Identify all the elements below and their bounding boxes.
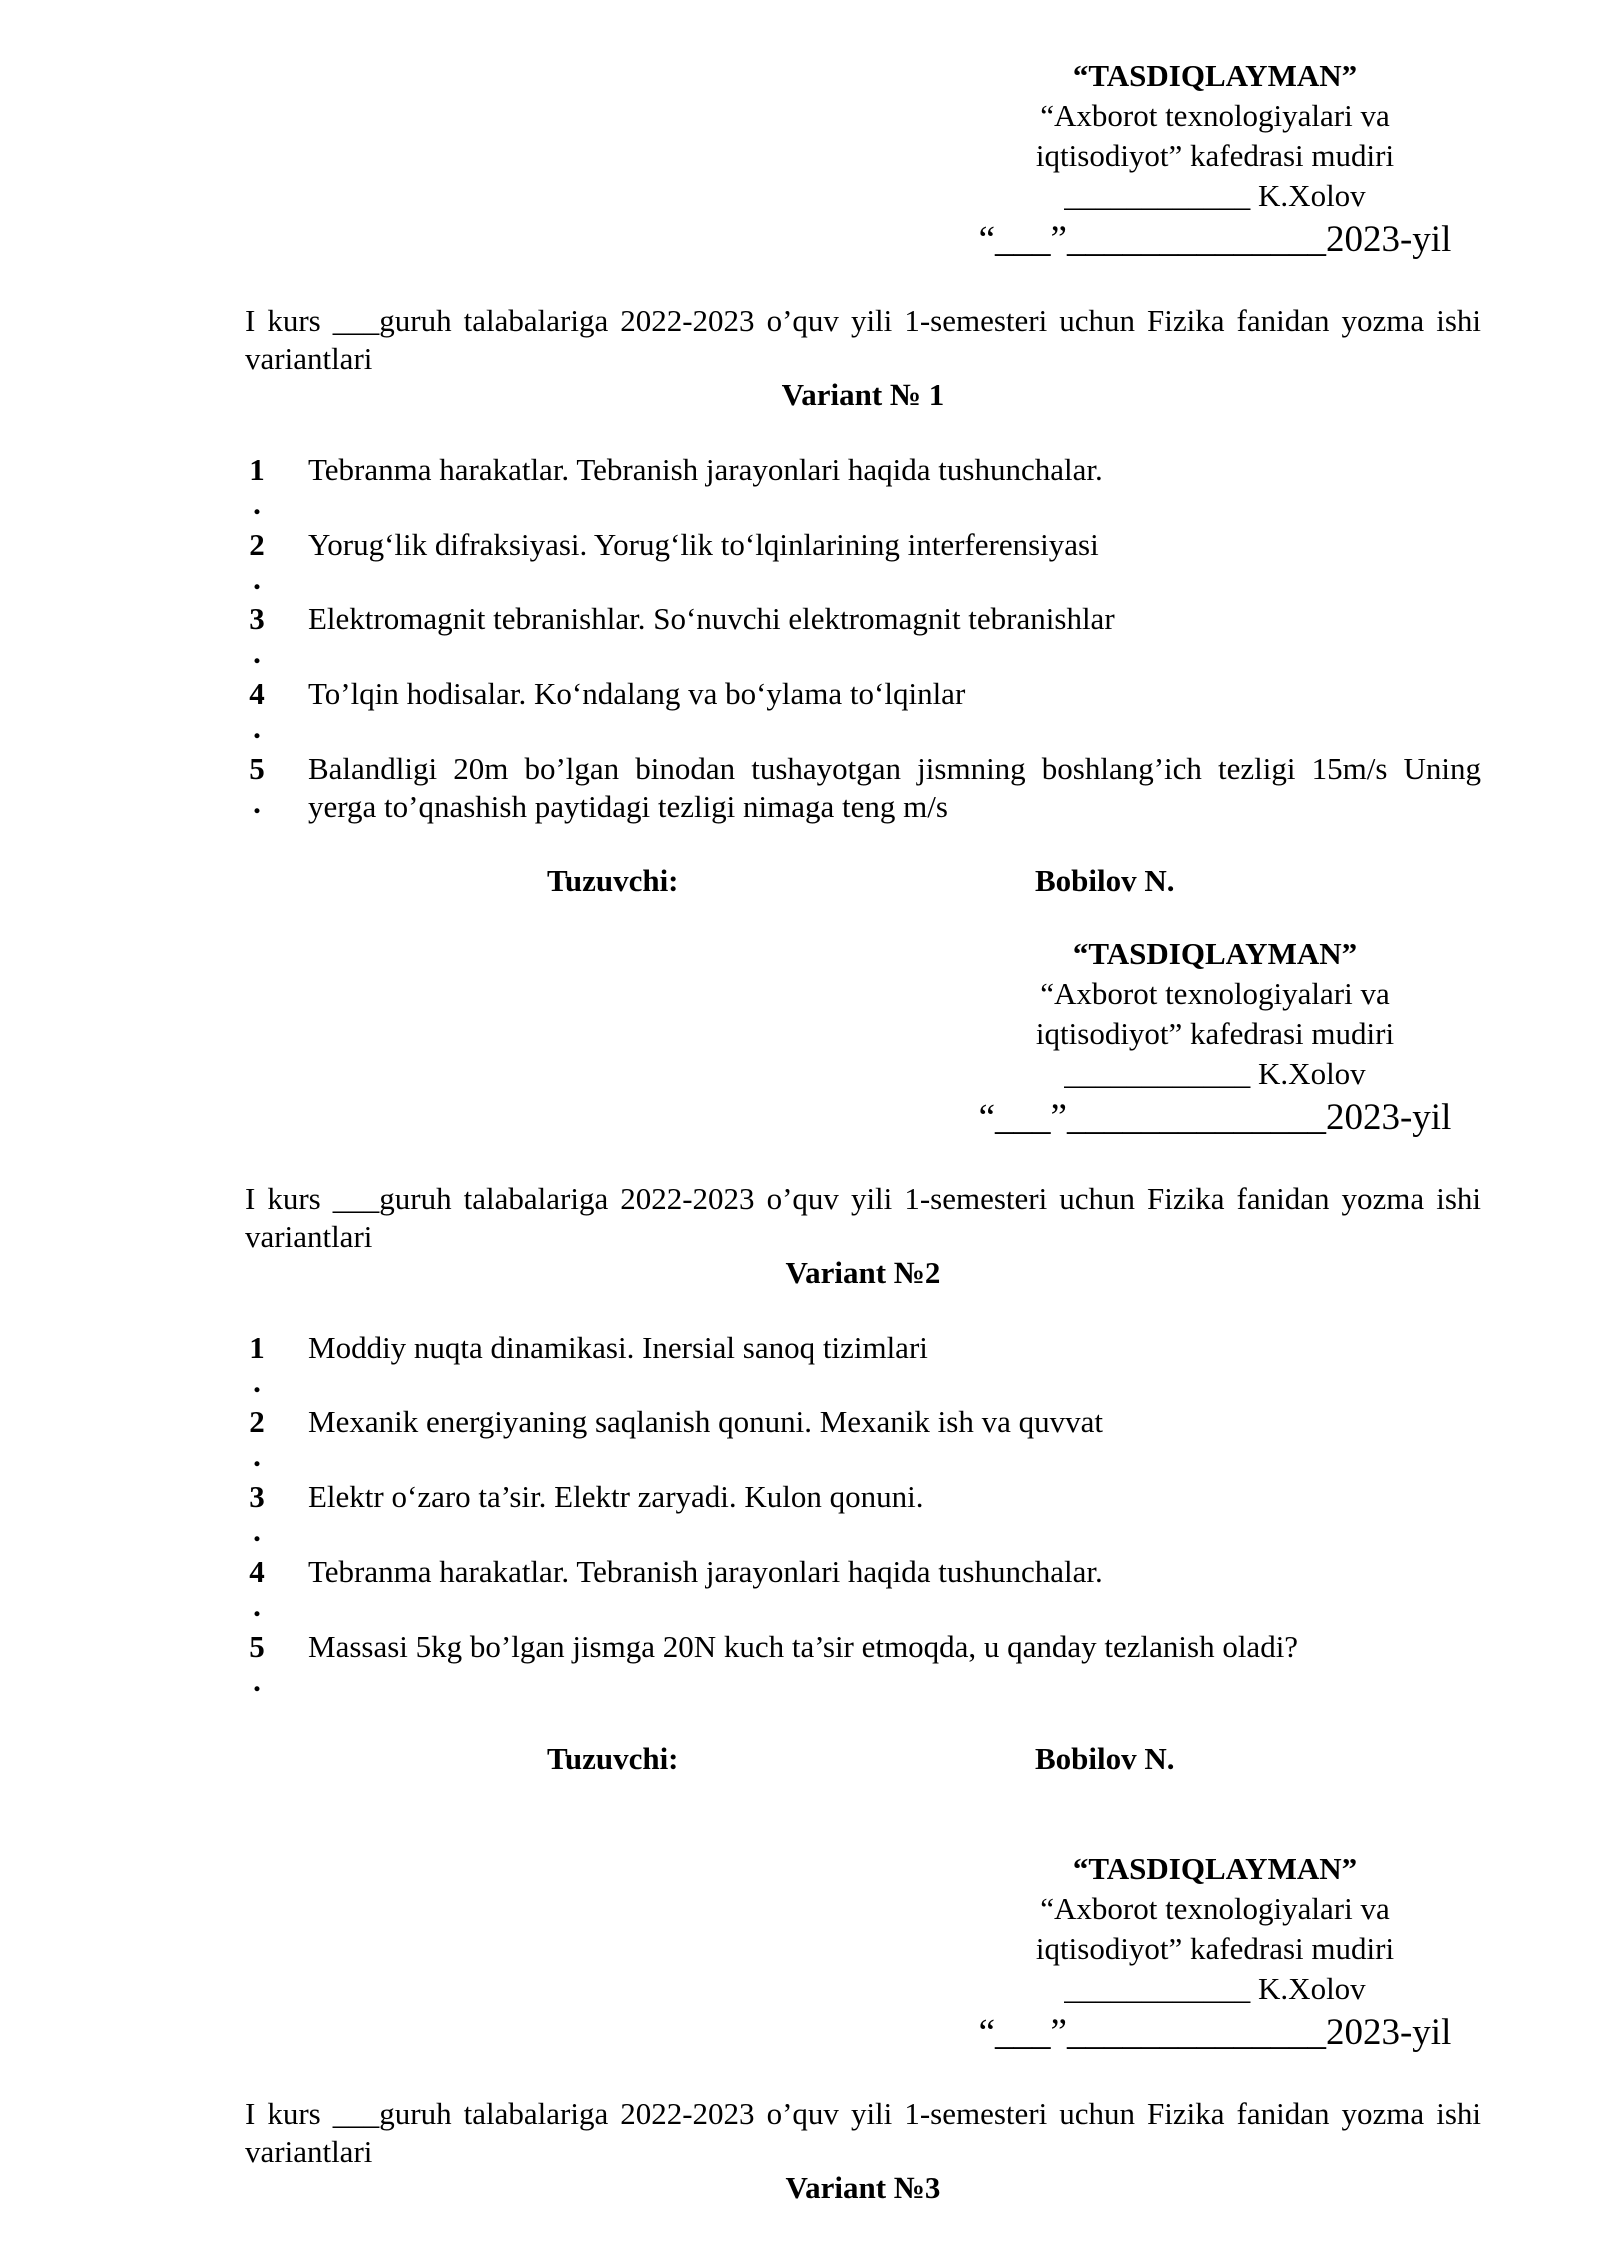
- question-item: [245, 1628, 1481, 1702]
- author-name: Bobilov N.: [1035, 1741, 1175, 1776]
- question-number: 3: [249, 601, 265, 636]
- stamp-department-line-1: “Axborot texnologiyalari va: [1040, 1891, 1390, 1926]
- question-item: [245, 1553, 1481, 1627]
- intro-paragraph-2: I kurs ___guruh talabalariga 2022-2023 o’quv yili 1-semesteri uchun Fizika fanidan yozma ishi variantlari: [245, 1181, 1481, 1254]
- question-item: [245, 1329, 1481, 1403]
- question-text: Elektromagnit tebranishlar. So‘nuvchi elektromagnit tebranishlar: [308, 601, 1115, 636]
- question-number-dot: .: [253, 635, 261, 670]
- variant-title-2: Variant №2: [785, 1255, 941, 1290]
- stamp-department-line-2: iqtisodiyot” kafedrasi mudiri: [1035, 138, 1395, 173]
- question-item: [245, 526, 1481, 600]
- stamp-department-line-1: “Axborot texnologiyalari va: [1040, 98, 1390, 133]
- stamp-title: “TASDIQLAYMAN”: [1072, 58, 1358, 93]
- intro-paragraph-3: I kurs ___guruh talabalariga 2022-2023 o’quv yili 1-semesteri uchun Fizika fanidan yozma ishi variantlari: [245, 2096, 1481, 2169]
- author-label: Tuzuvchi:: [547, 863, 679, 898]
- question-number: 2: [249, 1404, 265, 1439]
- question-number: 2: [249, 527, 265, 562]
- approval-stamp-1: [930, 56, 1500, 262]
- approval-stamp-2: [930, 934, 1500, 1140]
- question-number-dot: .: [253, 1588, 261, 1623]
- question-text: Mexanik energiyaning saqlanish qonuni. Mexanik ish va quvvat: [308, 1404, 1103, 1439]
- question-text: Tebranma harakatlar. Tebranish jarayonlari haqida tushunchalar.: [308, 452, 1103, 487]
- question-item: [245, 600, 1481, 674]
- question-item: [245, 1478, 1481, 1552]
- question-number-dot: .: [253, 1364, 261, 1399]
- question-text: Tebranma harakatlar. Tebranish jarayonlari haqida tushunchalar.: [308, 1554, 1103, 1589]
- intro-paragraph-1: I kurs ___guruh talabalariga 2022-2023 o’quv yili 1-semesteri uchun Fizika fanidan yozma ishi variantlari: [245, 303, 1481, 376]
- question-number: 5: [249, 1629, 265, 1664]
- question-number: 4: [249, 1554, 265, 1589]
- question-item: [245, 1403, 1481, 1477]
- question-number: 1: [249, 1330, 265, 1365]
- stamp-signature-line: ____________ K.Xolov: [1064, 1971, 1366, 2006]
- author-label: Tuzuvchi:: [547, 1741, 679, 1776]
- stamp-date-line: “___”______________2023-yil: [978, 219, 1452, 260]
- question-number-dot: .: [253, 486, 261, 521]
- question-text: Massasi 5kg bo’lgan jismga 20N kuch ta’sir etmoqda, u qanday tezlanish oladi?: [308, 1629, 1299, 1664]
- question-number: 3: [249, 1479, 265, 1514]
- stamp-title: “TASDIQLAYMAN”: [1072, 1851, 1358, 1886]
- question-item: [245, 750, 1481, 824]
- question-number-dot: .: [253, 1438, 261, 1473]
- question-number-dot: .: [253, 710, 261, 745]
- question-item: [245, 451, 1481, 525]
- question-text: Elektr o‘zaro ta’sir. Elektr zaryadi. Kulon qonuni.: [308, 1479, 924, 1514]
- stamp-date-line: “___”______________2023-yil: [978, 2012, 1452, 2053]
- question-number-dot: .: [253, 785, 261, 820]
- variant-title-1: Variant № 1: [781, 377, 945, 412]
- stamp-title: “TASDIQLAYMAN”: [1072, 936, 1358, 971]
- question-number-dot: .: [253, 1513, 261, 1548]
- question-number: 1: [249, 452, 265, 487]
- question-number: 4: [249, 676, 265, 711]
- question-number-dot: .: [253, 561, 261, 596]
- question-text: To’lqin hodisalar. Ko‘ndalang va bo‘ylama to‘lqinlar: [308, 676, 966, 711]
- stamp-signature-line: ____________ K.Xolov: [1064, 178, 1366, 213]
- question-item: [245, 675, 1481, 749]
- stamp-date-line: “___”______________2023-yil: [978, 1097, 1452, 1138]
- stamp-department-line-2: iqtisodiyot” kafedrasi mudiri: [1035, 1931, 1395, 1966]
- author-name: Bobilov N.: [1035, 863, 1175, 898]
- question-number: 5: [249, 751, 265, 786]
- approval-stamp-3: [930, 1849, 1500, 2055]
- stamp-signature-line: ____________ K.Xolov: [1064, 1056, 1366, 1091]
- question-text: Balandligi 20m bo’lgan binodan tushayotgan jismning boshlang’ich tezligi 15m/s Uning yerga to’qnashish paytidagi tezligi nimaga teng m/s: [308, 751, 1481, 824]
- question-text: Yorug‘lik difraksiyasi. Yorug‘lik to‘lqinlarining interferensiyasi: [308, 527, 1099, 562]
- question-number-dot: .: [253, 1663, 261, 1698]
- question-text: Moddiy nuqta dinamikasi. Inersial sanoq tizimlari: [308, 1330, 928, 1365]
- variant-title-3: Variant №3: [785, 2170, 941, 2205]
- stamp-department-line-1: “Axborot texnologiyalari va: [1040, 976, 1390, 1011]
- stamp-department-line-2: iqtisodiyot” kafedrasi mudiri: [1035, 1016, 1395, 1051]
